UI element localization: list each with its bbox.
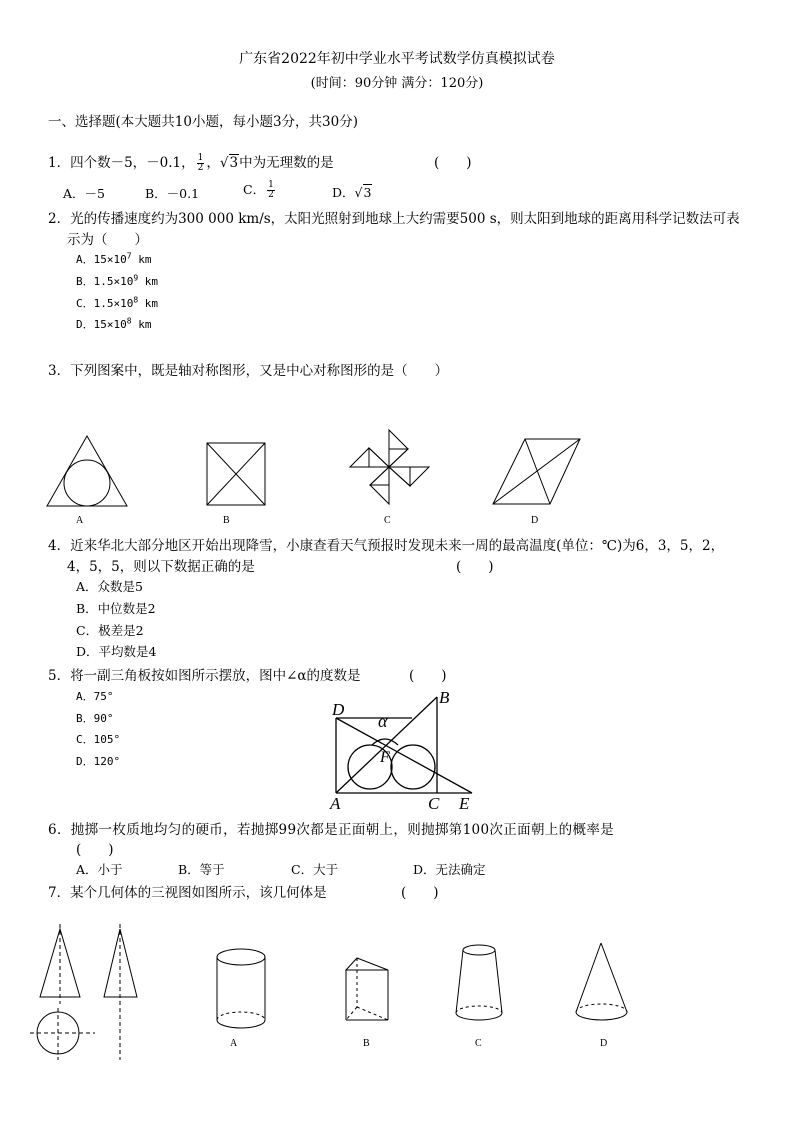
question-5: 5．将一副三角板按如图所示摆放，图中∠α的度数是 bbox=[48, 668, 361, 684]
q6-option-c: C．大于 bbox=[291, 862, 339, 877]
q4-option-c: C．极差是2 bbox=[76, 623, 144, 638]
q5-label-alpha: α bbox=[378, 711, 388, 731]
section-heading: 一、选择题(本大题共10小题，每小题3分，共30分) bbox=[48, 114, 358, 130]
question-6-line-2: ( ) bbox=[76, 842, 114, 858]
q3-label-a: A bbox=[76, 515, 84, 526]
q7-three-views bbox=[30, 924, 137, 1060]
q5-option-a: A．75° bbox=[76, 690, 114, 703]
question-4-line-1: 4．近来华北大部分地区开始出现降雪，小康查看天气预报时发现未来一周的最高温度(单位：℃)为6，3，5，2， bbox=[48, 538, 725, 554]
q2-option-b: B．$1.5\times 10^9$ km bbox=[76, 273, 159, 288]
q5-label-d: D bbox=[332, 700, 345, 719]
q5-option-c: C．105° bbox=[76, 733, 121, 746]
question-2-line-2: 示为（ ） bbox=[67, 232, 148, 248]
q4-option-a: A．众数是5 bbox=[76, 579, 143, 594]
q5-label-b: B bbox=[439, 688, 450, 707]
q7-option-b-prism bbox=[346, 958, 388, 1020]
q4-option-b: B．中位数是2 bbox=[76, 601, 156, 616]
q7-label-b: B bbox=[363, 1038, 370, 1049]
q1-answer-blank: ( ) bbox=[434, 155, 472, 171]
q7-answer-blank: ( ) bbox=[401, 885, 439, 901]
question-1: 1．四个数－5，－0.1， $\frac{1}{2}$ ，√3中为无理数的是 bbox=[48, 153, 334, 173]
q7-label-c: C bbox=[475, 1038, 482, 1049]
q2-option-c: C．$1.5\times 10^8$ km bbox=[76, 295, 159, 310]
q6-option-b: B．等于 bbox=[178, 862, 225, 877]
question-7: 7．某个几何体的三视图如图所示，该几何体是 bbox=[48, 885, 327, 901]
q5-answer-blank: ( ) bbox=[409, 668, 447, 684]
q7-option-d-cone bbox=[576, 943, 627, 1020]
q5-label-c: C bbox=[428, 794, 440, 813]
q1-option-b: B．－0.1 bbox=[145, 186, 200, 201]
q1-option-a: A．－5 bbox=[63, 186, 105, 201]
page-subtitle: (时间：90分钟 满分：120分) bbox=[310, 76, 484, 91]
q1-text-pre: 1．四个数－5，－0.1， bbox=[48, 155, 195, 171]
q5-label-f: F bbox=[380, 749, 390, 766]
q6-option-a: A．小于 bbox=[76, 862, 123, 877]
q5-label-e: E bbox=[459, 794, 470, 813]
question-2-line-1: 2．光的传播速度约为300 000 km/s，太阳光照射到地球上大约需要500 s，则太阳到地球的距离用科学记数法可表 bbox=[48, 211, 740, 227]
q3-label-c: C bbox=[384, 515, 391, 526]
q5-option-b: B．90° bbox=[76, 712, 114, 725]
q7-label-d: D bbox=[600, 1038, 608, 1049]
q7-label-a: A bbox=[230, 1038, 238, 1049]
q4-option-d: D．平均数是4 bbox=[76, 644, 157, 659]
q2-option-d: D．$15\times 10^8$ km bbox=[76, 316, 152, 331]
question-4-line-2: 4，5，5，则以下数据正确的是 bbox=[67, 559, 255, 575]
q1-text-post: 中为无理数的是 bbox=[239, 155, 334, 171]
q3-label-d: D bbox=[531, 515, 539, 526]
question-3: 3．下列图案中，既是轴对称图形，又是中心对称图形的是（ ） bbox=[48, 363, 449, 379]
question-6-line-1: 6．抛掷一枚质地均匀的硬币，若抛掷99次都是正面朝上，则抛掷第100次正面朝上的概率是 bbox=[48, 822, 615, 838]
q1-option-d: D．√3 bbox=[332, 185, 372, 200]
q7-option-c-frustum bbox=[456, 945, 502, 1020]
q7-option-a-cylinder bbox=[217, 949, 265, 1028]
q3-label-b: B bbox=[223, 515, 230, 526]
q4-answer-blank: ( ) bbox=[456, 559, 494, 575]
page-title: 广东省2022年初中学业水平考试数学仿真模拟试卷 bbox=[239, 51, 555, 67]
q2-option-a: A．$15\times 10^7$ km bbox=[76, 251, 152, 266]
q1-fraction: $\frac{1}{2}$ bbox=[197, 153, 204, 173]
q1-sqrt: √3 bbox=[219, 155, 239, 171]
q5-label-a: A bbox=[330, 794, 341, 813]
q5-option-d: D．120° bbox=[76, 755, 121, 768]
q1-option-c: C． $\frac{1}{2}$ bbox=[243, 180, 274, 200]
q6-option-d: D．无法确定 bbox=[413, 862, 486, 877]
